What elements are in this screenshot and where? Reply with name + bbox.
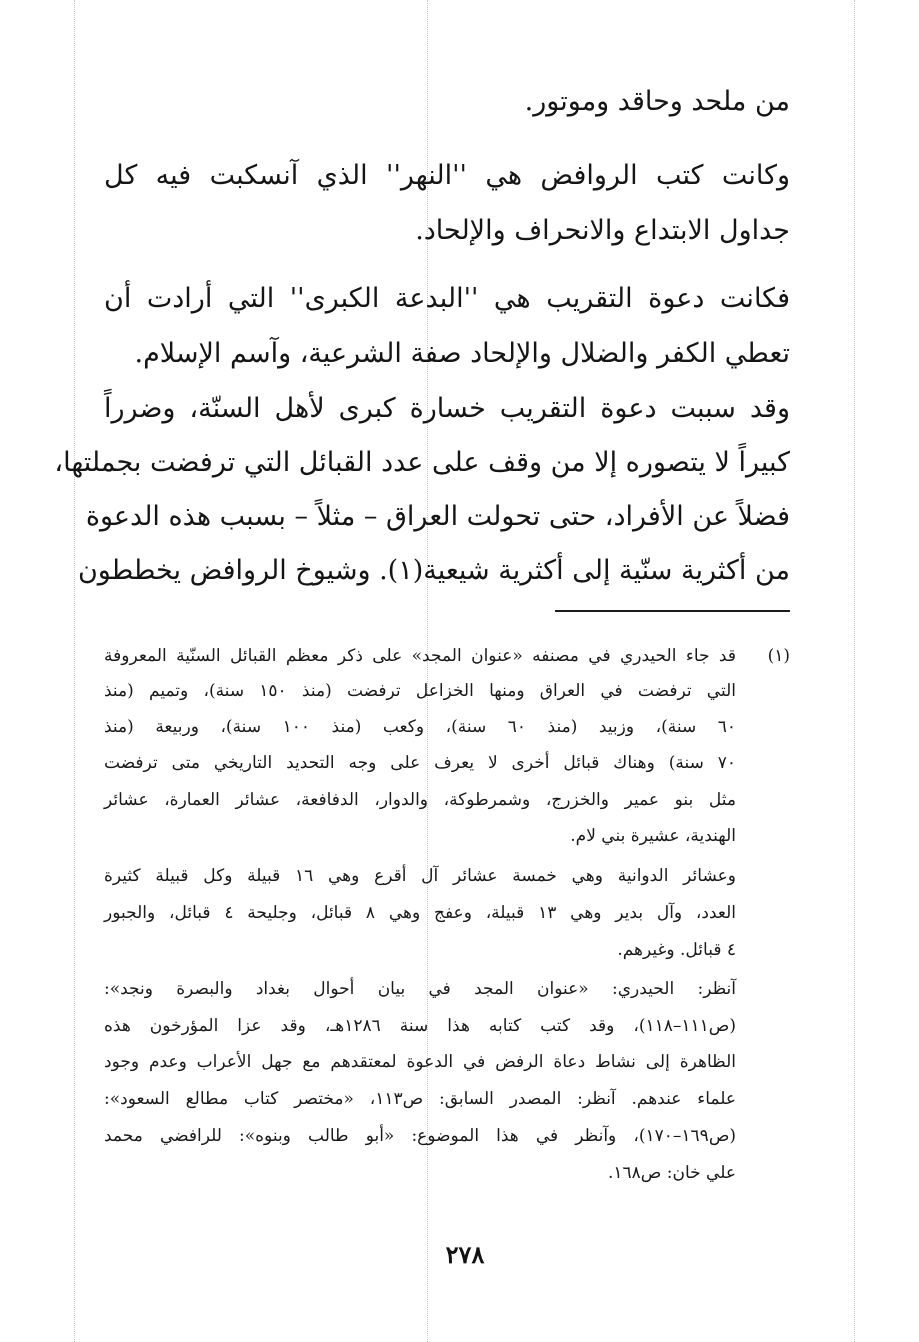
text-line: وكانت كتب الروافض هي ''النهر'' الذي آنسكبت فيه كل <box>104 160 790 191</box>
footnote-marker: (١) <box>767 646 790 666</box>
footnote-line: ٦٠ سنة)، وزبيد (منذ ٦٠ سنة)، وكعب (منذ ١٠٠ سنة)، وربيعة (منذ <box>104 717 736 737</box>
footnote-line: الظاهرة إلى نشاط دعاة الرفض في الدعوة لمعتقدهم مع جهل الأعراب وعدم وجود <box>104 1052 736 1072</box>
footnote-line: ٧٠ سنة) وهناك قبائل أخرى لا يعرف على وجه التحديد التاريخي متى ترفضت <box>104 753 736 773</box>
text-line: تعطي الكفر والضلال والإلحاد صفة الشرعية، وآسم الإسلام. <box>134 338 790 369</box>
text-line: فكانت دعوة التقريب هي ''البدعة الكبرى'' التي أرادت أن <box>104 283 790 314</box>
footnote-line: قد جاء الحيدري في مصنفه «عنوان المجد» على ذكر معظم القبائل السنّية المعروفة <box>104 646 736 666</box>
footnote-separator <box>555 610 790 612</box>
footnote-line: التي ترفضت في العراق ومنها الخزاعل ترفضت (منذ ١٥٠ سنة)، وتميم (منذ <box>104 681 736 701</box>
scan-guide-line <box>854 0 855 1342</box>
page-number: ٢٧٨ <box>445 1240 485 1269</box>
footnote-line: وعشائر الدوانية وهي خمسة عشائر آل أقرع وهي ١٦ قبيلة وكل قبيلة كثيرة <box>104 866 736 886</box>
text-line: جداول الابتداع والانحراف والإلحاد. <box>415 215 790 246</box>
footnote-line: آنظر: الحيدري: «عنوان المجد في بيان أحوال بغداد والبصرة ونجد»: <box>104 979 736 999</box>
footnote-line: الهندية، عشيرة بني لام. <box>570 826 736 846</box>
footnote-line: مثل بنو عمير والخزرج، وشمرطوكة، والدوار، الدفافعة، عشائر العمارة، عشائر <box>104 790 736 810</box>
footnote-line: العدد، وآل بدير وهي ١٣ قبيلة، وعفج وهي ٨ قبائل، وجليحة ٤ قبائل، والجبور <box>104 903 737 923</box>
text-line: فضلاً عن الأفراد، حتى تحولت العراق – مثلاً – بسبب هذه الدعوة <box>85 501 790 532</box>
footnote-line: (ص١١١–١١٨)، وقد كتب كتابه هذا سنة ١٢٨٦هـ، وقد عزا المؤرخون هذه <box>104 1016 736 1036</box>
footnote-line: علي خان: ص١٦٨. <box>607 1163 736 1183</box>
text-line: وقد سببت دعوة التقريب خسارة كبرى لأهل السنّة، وضرراً <box>104 393 790 424</box>
footnote-line: (ص١٦٩–١٧٠)، وآنظر في هذا الموضوع: «أبو طالب وبنوه»: للرافضي محمد <box>104 1126 736 1146</box>
footnote-line: علماء عندهم. آنظر: المصدر السابق: ص١١٣، «مختصر كتاب مطالع السعود»: <box>104 1089 736 1109</box>
scan-guide-line <box>74 0 75 1342</box>
text-line: من ملحد وحاقد وموتور. <box>524 86 790 117</box>
text-line: من أكثرية سنّية إلى أكثرية شيعية(١). وشيوخ الروافض يخططون <box>77 555 790 586</box>
footnote-line: ٤ قبائل. وغيرهم. <box>617 940 736 960</box>
text-line: كبيراً لا يتصوره إلا من وقف على عدد القبائل التي ترفضت بجملتها، <box>54 447 790 478</box>
